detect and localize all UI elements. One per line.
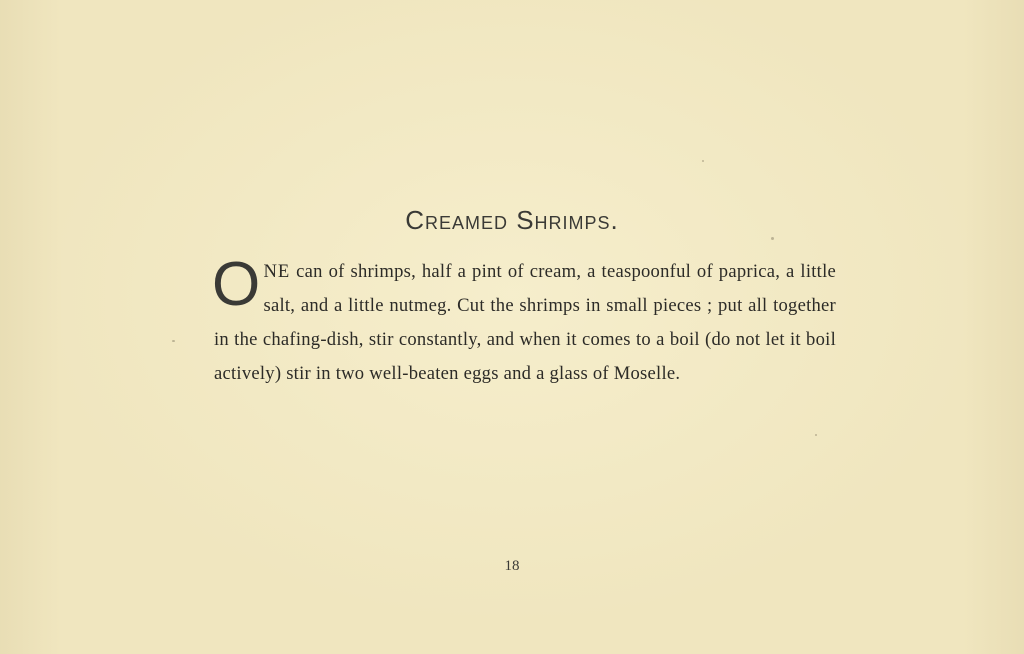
paper-speck <box>702 160 704 162</box>
drop-cap: O <box>212 250 261 319</box>
recipe-text: can of shrimps, half a pint of cream, a teaspoonful of paprica, a little salt, and a little nutmeg. Cut the shrimps in small pieces ; put all together in the chafing-dish, stir constantly, and when it comes to a boil (do not let it boil actively) stir in two well-beaten eggs and a glass of Moselle. <box>214 261 836 384</box>
recipe-body <box>212 250 836 391</box>
first-word-rest: NE <box>263 261 291 282</box>
paper-speck <box>815 434 817 436</box>
page-number: 18 <box>504 558 520 574</box>
paper-speck <box>771 237 774 240</box>
paper-speck <box>172 340 175 342</box>
recipe-title: Creamed Shrimps. <box>405 205 619 235</box>
